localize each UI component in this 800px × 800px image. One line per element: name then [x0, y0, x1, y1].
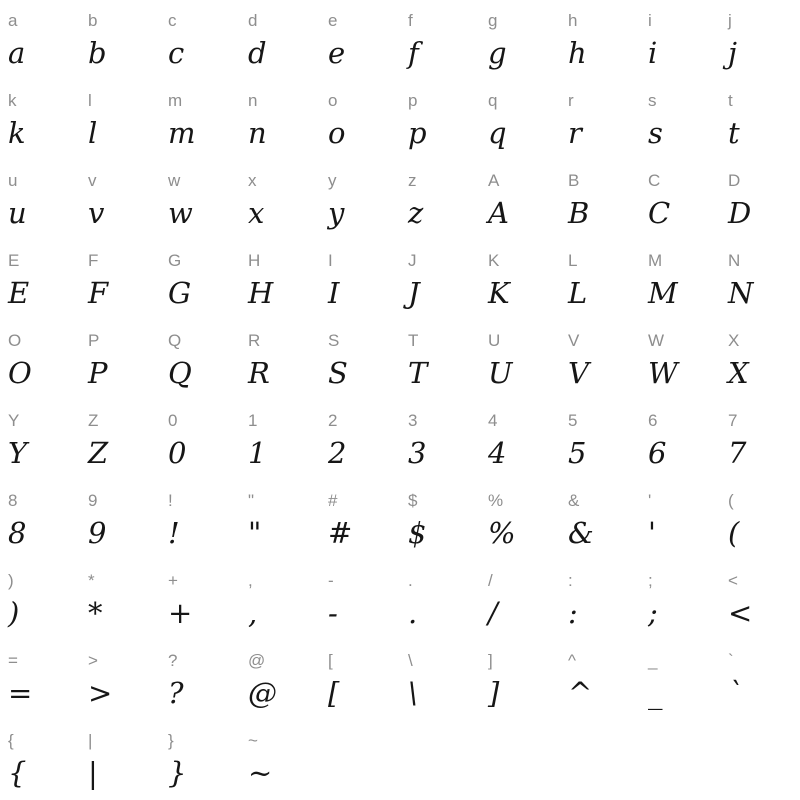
- character-glyph: Z: [88, 436, 109, 470]
- glyph-cell: [168, 320, 248, 400]
- character-glyph: e: [328, 36, 346, 70]
- character-glyph: ]: [488, 676, 500, 710]
- glyph-cell: [648, 0, 728, 80]
- character-label: 3: [408, 411, 418, 430]
- character-glyph: G: [168, 276, 192, 310]
- glyph-cell: [8, 560, 88, 640]
- character-glyph: f: [408, 36, 419, 70]
- character-label: A: [488, 171, 500, 190]
- glyph-cell: [728, 400, 800, 480]
- character-glyph: ;: [648, 596, 658, 630]
- glyph-cell: [88, 80, 168, 160]
- glyph-cell: [488, 0, 568, 80]
- character-glyph: :: [568, 596, 578, 630]
- character-glyph: 6: [648, 436, 667, 470]
- glyph-cell: [648, 160, 728, 240]
- character-label: J: [408, 251, 417, 270]
- glyph-cell: [168, 80, 248, 160]
- character-label: 5: [568, 411, 578, 430]
- glyph-cell: [488, 400, 568, 480]
- character-label: Y: [8, 411, 20, 430]
- glyph-cell: [328, 480, 408, 560]
- character-glyph: ?: [168, 676, 184, 710]
- character-label: ": [248, 491, 255, 510]
- character-glyph: (: [728, 516, 740, 550]
- character-label: N: [728, 251, 741, 270]
- glyph-cell: [88, 400, 168, 480]
- glyph-cell: [8, 0, 88, 80]
- glyph-cell: [248, 160, 328, 240]
- character-label: d: [248, 11, 258, 30]
- glyph-cell: [248, 480, 328, 560]
- character-glyph: #: [328, 516, 353, 550]
- character-glyph: o: [328, 116, 346, 150]
- glyph-cell: [88, 640, 168, 720]
- glyph-cell: [488, 560, 568, 640]
- character-label: l: [88, 91, 92, 110]
- character-label: +: [168, 571, 178, 590]
- character-glyph: /: [488, 596, 498, 630]
- glyph-cell: [88, 720, 168, 800]
- character-label: O: [8, 331, 22, 350]
- character-glyph: +: [168, 596, 193, 630]
- glyph-row: [0, 80, 800, 160]
- character-label: L: [568, 251, 578, 270]
- character-label: [: [328, 651, 333, 670]
- glyph-cell: [408, 80, 488, 160]
- glyph-cell: [648, 240, 728, 320]
- character-label: F: [88, 251, 99, 270]
- character-label: }: [168, 731, 174, 750]
- character-glyph: D: [728, 196, 752, 230]
- character-label: %: [488, 491, 504, 510]
- character-label: j: [728, 11, 732, 30]
- character-label: c: [168, 11, 177, 30]
- glyph-cell: [568, 0, 648, 80]
- character-glyph: T: [408, 356, 428, 390]
- glyph-cell: [248, 0, 328, 80]
- glyph-cell: [408, 0, 488, 80]
- glyph-cell: [88, 160, 168, 240]
- glyph-cell: [88, 240, 168, 320]
- character-glyph: n: [248, 116, 267, 150]
- character-label: 7: [728, 411, 738, 430]
- character-label: `: [728, 651, 734, 670]
- character-glyph: ": [248, 516, 262, 550]
- character-glyph: l: [88, 116, 98, 150]
- character-label: b: [88, 11, 98, 30]
- character-glyph: ,: [248, 596, 258, 630]
- glyph-cell: [648, 400, 728, 480]
- character-label: C: [648, 171, 661, 190]
- glyph-cell: [328, 160, 408, 240]
- character-glyph: Y: [8, 436, 28, 470]
- glyph-cell: [248, 320, 328, 400]
- character-label: v: [88, 171, 97, 190]
- glyph-cell: [328, 560, 408, 640]
- glyph-cell: [408, 160, 488, 240]
- glyph-row: [0, 480, 800, 560]
- character-label: f: [408, 11, 413, 30]
- character-glyph: &: [568, 516, 594, 550]
- glyph-cell: [168, 400, 248, 480]
- glyph-cell: [328, 640, 408, 720]
- character-glyph: p: [408, 116, 427, 150]
- glyph-cell: [728, 480, 800, 560]
- character-label: -: [328, 571, 334, 590]
- character-label: h: [568, 11, 578, 30]
- character-glyph: |: [88, 756, 98, 790]
- character-glyph: V: [568, 356, 589, 390]
- character-glyph: U: [488, 356, 513, 390]
- glyph-cell: [728, 0, 800, 80]
- character-glyph: P: [88, 356, 108, 390]
- character-glyph: R: [248, 356, 270, 390]
- character-label: 2: [328, 411, 338, 430]
- glyph-cell: [488, 80, 568, 160]
- character-label: Q: [168, 331, 182, 350]
- character-label: W: [648, 331, 665, 350]
- character-label: r: [568, 91, 574, 110]
- character-glyph: s: [648, 116, 663, 150]
- character-glyph: A: [488, 196, 509, 230]
- glyph-cell: [328, 80, 408, 160]
- character-glyph: y: [328, 196, 345, 230]
- character-label: @: [248, 651, 266, 670]
- character-label: k: [8, 91, 17, 110]
- character-glyph: ': [648, 516, 656, 550]
- character-glyph: 3: [408, 436, 427, 470]
- character-label: :: [568, 571, 573, 590]
- character-label: ': [648, 491, 652, 510]
- character-glyph: i: [648, 36, 658, 70]
- character-label: ~: [248, 731, 258, 750]
- character-label: x: [248, 171, 257, 190]
- character-label: 6: [648, 411, 658, 430]
- character-glyph: E: [8, 276, 30, 310]
- glyph-cell: [488, 160, 568, 240]
- character-label: 8: [8, 491, 18, 510]
- glyph-cell: [168, 160, 248, 240]
- character-glyph: <: [728, 596, 753, 630]
- character-label: p: [408, 91, 418, 110]
- glyph-cell: [8, 400, 88, 480]
- character-label: ;: [648, 571, 653, 590]
- character-glyph: d: [248, 36, 267, 70]
- glyph-cell: [568, 640, 648, 720]
- character-label: z: [408, 171, 417, 190]
- character-label: w: [168, 171, 181, 190]
- glyph-cell: [328, 400, 408, 480]
- character-glyph: %: [488, 516, 516, 550]
- glyph-cell: [8, 80, 88, 160]
- glyph-cell: [88, 0, 168, 80]
- glyph-cell: [248, 240, 328, 320]
- character-glyph: ^: [568, 676, 593, 710]
- character-glyph: J: [408, 276, 420, 310]
- character-label: ): [8, 571, 14, 590]
- glyph-row: [0, 240, 800, 320]
- character-label: P: [88, 331, 100, 350]
- glyph-cell: [568, 320, 648, 400]
- glyph-cell: [408, 320, 488, 400]
- character-label: V: [568, 331, 580, 350]
- character-label: /: [488, 571, 493, 590]
- glyph-cell: [88, 320, 168, 400]
- glyph-cell: [168, 0, 248, 80]
- character-label: D: [728, 171, 741, 190]
- character-label: o: [328, 91, 338, 110]
- character-glyph: L: [568, 276, 588, 310]
- character-label: <: [728, 571, 738, 590]
- character-glyph: O: [8, 356, 32, 390]
- character-label: q: [488, 91, 498, 110]
- character-glyph: 0: [168, 436, 187, 470]
- character-glyph: N: [728, 276, 754, 310]
- glyph-cell: [8, 720, 88, 800]
- character-label: X: [728, 331, 740, 350]
- character-label: |: [88, 731, 93, 750]
- character-label: y: [328, 171, 337, 190]
- character-label: !: [168, 491, 173, 510]
- glyph-cell: [408, 640, 488, 720]
- character-label: {: [8, 731, 14, 750]
- glyph-cell: [488, 480, 568, 560]
- character-label: \: [408, 651, 413, 670]
- character-glyph: 1: [248, 436, 267, 470]
- glyph-cell: [8, 320, 88, 400]
- character-glyph: H: [248, 276, 274, 310]
- glyph-cell: [648, 640, 728, 720]
- character-label: .: [408, 571, 413, 590]
- character-glyph: 4: [488, 436, 507, 470]
- glyph-cell: [408, 560, 488, 640]
- character-label: $: [408, 491, 418, 510]
- character-glyph: 7: [728, 436, 747, 470]
- glyph-cell: [248, 400, 328, 480]
- character-glyph: F: [88, 276, 109, 310]
- character-glyph: [: [328, 676, 340, 710]
- character-label: I: [328, 251, 333, 270]
- glyph-cell: [568, 560, 648, 640]
- character-glyph: K: [488, 276, 510, 310]
- character-glyph: C: [648, 196, 671, 230]
- character-glyph: !: [168, 516, 180, 550]
- character-label: G: [168, 251, 182, 270]
- glyph-cell: [88, 560, 168, 640]
- character-glyph: `: [728, 676, 743, 710]
- character-glyph: g: [488, 36, 507, 70]
- character-glyph: I: [328, 276, 340, 310]
- character-glyph: q: [488, 116, 507, 150]
- character-glyph: $: [408, 516, 427, 550]
- character-glyph: h: [568, 36, 587, 70]
- glyph-cell: [568, 480, 648, 560]
- glyph-cell: [488, 640, 568, 720]
- character-glyph: m: [168, 116, 196, 150]
- character-label: n: [248, 91, 258, 110]
- character-glyph: }: [168, 756, 187, 790]
- glyph-cell: [728, 160, 800, 240]
- character-glyph: M: [648, 276, 678, 310]
- character-label: 0: [168, 411, 178, 430]
- character-label: M: [648, 251, 663, 270]
- character-glyph: a: [8, 36, 26, 70]
- glyph-cell: [8, 480, 88, 560]
- character-label: _: [648, 651, 658, 670]
- glyph-cell: [728, 560, 800, 640]
- character-label: i: [648, 11, 652, 30]
- glyph-cell: [8, 240, 88, 320]
- character-glyph: *: [88, 596, 103, 630]
- glyph-cell: [648, 560, 728, 640]
- character-label: T: [408, 331, 419, 350]
- character-label: >: [88, 651, 98, 670]
- character-glyph: _: [648, 676, 663, 710]
- character-label: 9: [88, 491, 98, 510]
- character-glyph: j: [728, 36, 737, 70]
- glyph-cell: [648, 480, 728, 560]
- character-glyph: ): [8, 596, 20, 630]
- glyph-cell: [728, 240, 800, 320]
- glyph-row: [0, 0, 800, 80]
- character-glyph: w: [168, 196, 193, 230]
- glyph-cell: [408, 240, 488, 320]
- character-label: s: [648, 91, 657, 110]
- character-label: 1: [248, 411, 258, 430]
- character-glyph: X: [728, 356, 749, 390]
- character-glyph: c: [168, 36, 185, 70]
- character-glyph: z: [408, 196, 424, 230]
- character-glyph: 9: [88, 516, 107, 550]
- glyph-cell: [648, 80, 728, 160]
- character-glyph: \: [408, 676, 418, 710]
- character-label: H: [248, 251, 261, 270]
- character-label: a: [8, 11, 18, 30]
- glyph-row: [0, 560, 800, 640]
- glyph-cell: [408, 400, 488, 480]
- character-label: (: [728, 491, 734, 510]
- character-glyph: b: [88, 36, 107, 70]
- character-label: Z: [88, 411, 99, 430]
- glyph-cell: [328, 240, 408, 320]
- character-glyph: B: [568, 196, 590, 230]
- character-label: U: [488, 331, 501, 350]
- character-label: g: [488, 11, 498, 30]
- character-glyph: >: [88, 676, 113, 710]
- character-glyph: k: [8, 116, 26, 150]
- glyph-cell: [88, 480, 168, 560]
- glyph-cell: [328, 0, 408, 80]
- character-glyph: @: [248, 676, 277, 710]
- character-glyph: -: [328, 596, 338, 630]
- glyph-row: [0, 160, 800, 240]
- character-glyph: ~: [248, 756, 273, 790]
- glyph-cell: [568, 160, 648, 240]
- character-label: S: [328, 331, 340, 350]
- character-glyph: 2: [328, 436, 347, 470]
- character-label: 4: [488, 411, 498, 430]
- character-glyph: W: [648, 356, 678, 390]
- glyph-cell: [168, 240, 248, 320]
- character-label: u: [8, 171, 18, 190]
- character-glyph: r: [568, 116, 582, 150]
- glyph-cell: [248, 560, 328, 640]
- character-label: E: [8, 251, 20, 270]
- glyph-cell: [8, 160, 88, 240]
- character-glyph: x: [248, 196, 265, 230]
- character-glyph: =: [8, 676, 33, 710]
- glyph-cell: [248, 80, 328, 160]
- glyph-cell: [728, 80, 800, 160]
- character-label: t: [728, 91, 733, 110]
- character-label: B: [568, 171, 580, 190]
- character-label: ?: [168, 651, 178, 670]
- glyph-row: [0, 720, 800, 800]
- glyph-cell: [728, 640, 800, 720]
- character-glyph: .: [408, 596, 418, 630]
- character-glyph: u: [8, 196, 27, 230]
- glyph-cell: [568, 400, 648, 480]
- character-glyph: Q: [168, 356, 192, 390]
- character-glyph: S: [328, 356, 348, 390]
- glyph-cell: [248, 720, 328, 800]
- character-glyph: t: [728, 116, 740, 150]
- character-label: #: [328, 491, 338, 510]
- glyph-cell: [248, 640, 328, 720]
- character-label: =: [8, 651, 18, 670]
- glyph-row: [0, 640, 800, 720]
- character-label: e: [328, 11, 338, 30]
- glyph-cell: [648, 320, 728, 400]
- character-glyph: {: [8, 756, 27, 790]
- glyph-cell: [168, 560, 248, 640]
- character-label: m: [168, 91, 183, 110]
- character-label: ^: [568, 651, 576, 670]
- glyph-cell: [328, 320, 408, 400]
- glyph-cell: [8, 640, 88, 720]
- glyph-row: [0, 320, 800, 400]
- character-label: ,: [248, 571, 253, 590]
- character-glyph: 5: [568, 436, 587, 470]
- glyph-cell: [168, 720, 248, 800]
- glyph-cell: [168, 480, 248, 560]
- character-glyph: v: [88, 196, 105, 230]
- glyph-cell: [568, 80, 648, 160]
- glyph-cell: [488, 320, 568, 400]
- glyph-row: [0, 400, 800, 480]
- glyph-cell: [728, 320, 800, 400]
- glyph-cell: [488, 240, 568, 320]
- character-glyph: 8: [8, 516, 27, 550]
- glyph-cell: [568, 240, 648, 320]
- character-label: &: [568, 491, 580, 510]
- glyph-cell: [168, 640, 248, 720]
- character-label: K: [488, 251, 500, 270]
- character-label: ]: [488, 651, 493, 670]
- glyph-cell: [408, 480, 488, 560]
- character-label: R: [248, 331, 261, 350]
- character-label: *: [88, 571, 95, 590]
